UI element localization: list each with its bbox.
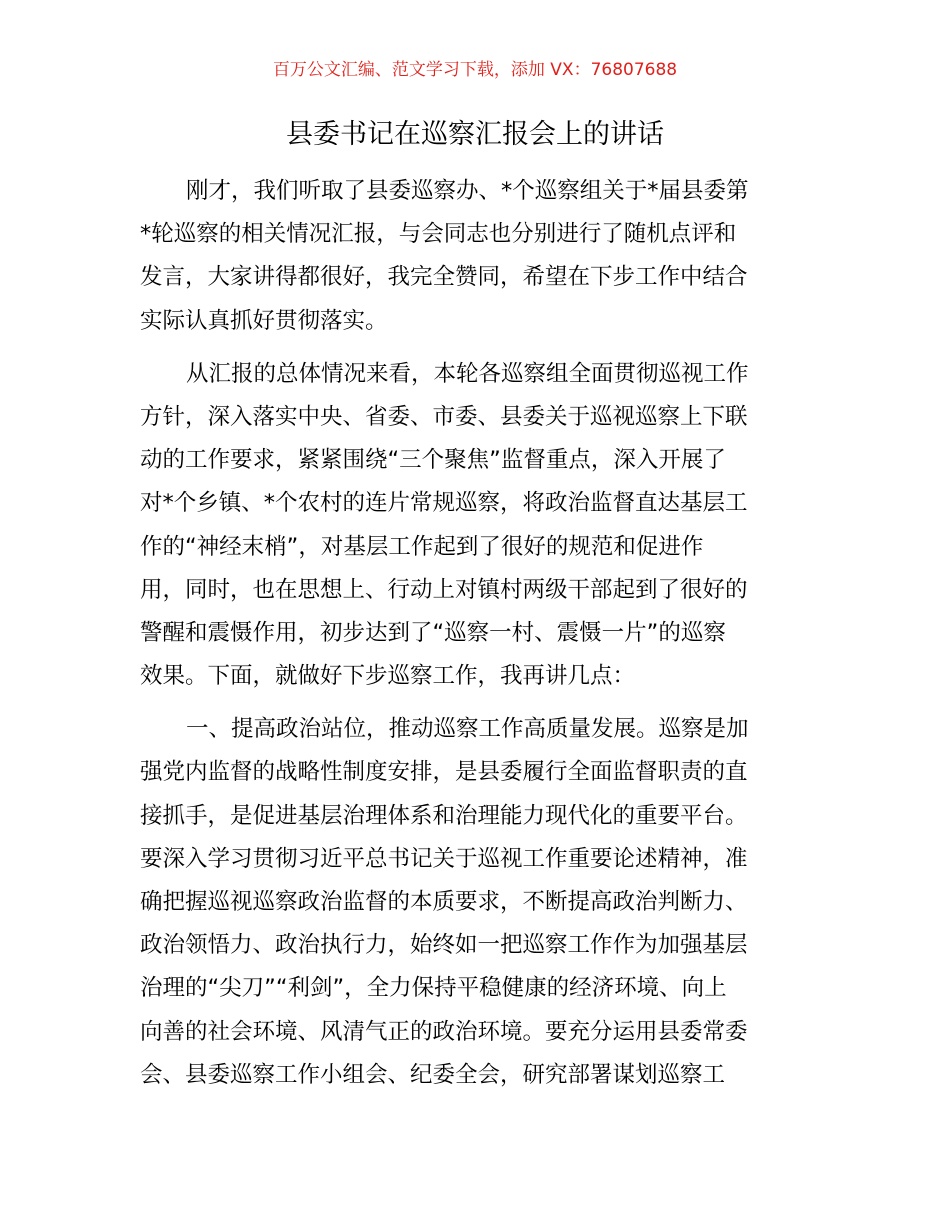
document-title: 县委书记在巡察汇报会上的讲话	[286, 119, 664, 150]
paragraph-line: 从汇报的总体情况来看，本轮各巡察组全面贯彻巡视工作	[186, 360, 749, 387]
paragraph-line: 向善的社会环境、风清气正的政治环境。要充分运用县委常委	[140, 1018, 748, 1045]
promo-header: 百万公文汇编、范文学习下载，添加 VX：76807688	[272, 60, 678, 80]
paragraph-line: 效果。下面，就做好下步巡察工作，我再讲几点：	[140, 663, 636, 690]
paragraph-line: 方针，深入落实中央、省委、市委、县委关于巡视巡察上下联	[140, 403, 748, 430]
paragraph-line: 治理的“尖刀”“利剑”，全力保持平稳健康的经济环境、向上	[140, 975, 727, 1002]
paragraph-3	[140, 708, 820, 1097]
paragraph-line: 发言，大家讲得都很好，我完全赞同，希望在下步工作中结合	[140, 264, 748, 291]
paragraph-line: 一、提高政治站位，推动巡察工作高质量发展。巡察是加	[186, 716, 749, 743]
paragraph-line: 作的“神经末梢”，对基层工作起到了很好的规范和促进作	[140, 533, 704, 560]
paragraph-line: 刚才，我们听取了县委巡察办、*个巡察组关于*届县委第	[186, 178, 749, 204]
paragraph-2	[140, 353, 820, 699]
paragraph-line: 政治领悟力、政治执行力，始终如一把巡察工作作为加强基层	[140, 932, 748, 959]
paragraph-line: 要深入学习贯彻习近平总书记关于巡视工作重要论述精神，准	[140, 845, 748, 872]
paragraph-line: 确把握巡视巡察政治监督的本质要求，不断提高政治判断力、	[140, 889, 748, 915]
paragraph-line: 会、县委巡察工作小组会、纪委全会，研究部署谋划巡察工	[140, 1061, 726, 1088]
paragraph-line: 实际认真抓好贯彻落实。	[140, 307, 388, 334]
paragraph-line: 用，同时，也在思想上、行动上对镇村两级干部起到了很好的	[140, 576, 748, 603]
paragraph-line: 强党内监督的战略性制度安排，是县委履行全面监督职责的直	[140, 759, 748, 786]
paragraph-line: 接抓手，是促进基层治理体系和治理能力现代化的重要平台。	[140, 802, 748, 829]
document-body	[140, 170, 820, 1107]
paragraph-1	[140, 170, 820, 343]
paragraph-line: *轮巡察的相关情况汇报，与会同志也分别进行了随机点评和	[140, 221, 737, 248]
paragraph-line: 警醒和震慑作用，初步达到了“巡察一村、震慑一片”的巡察	[140, 619, 726, 646]
paragraph-line: 动的工作要求，紧紧围绕“三个聚焦”监督重点，深入开展了	[140, 447, 726, 474]
paragraph-line: 对*个乡镇、*个农村的连片常规巡察，将政治监督直达基层工	[140, 490, 748, 517]
